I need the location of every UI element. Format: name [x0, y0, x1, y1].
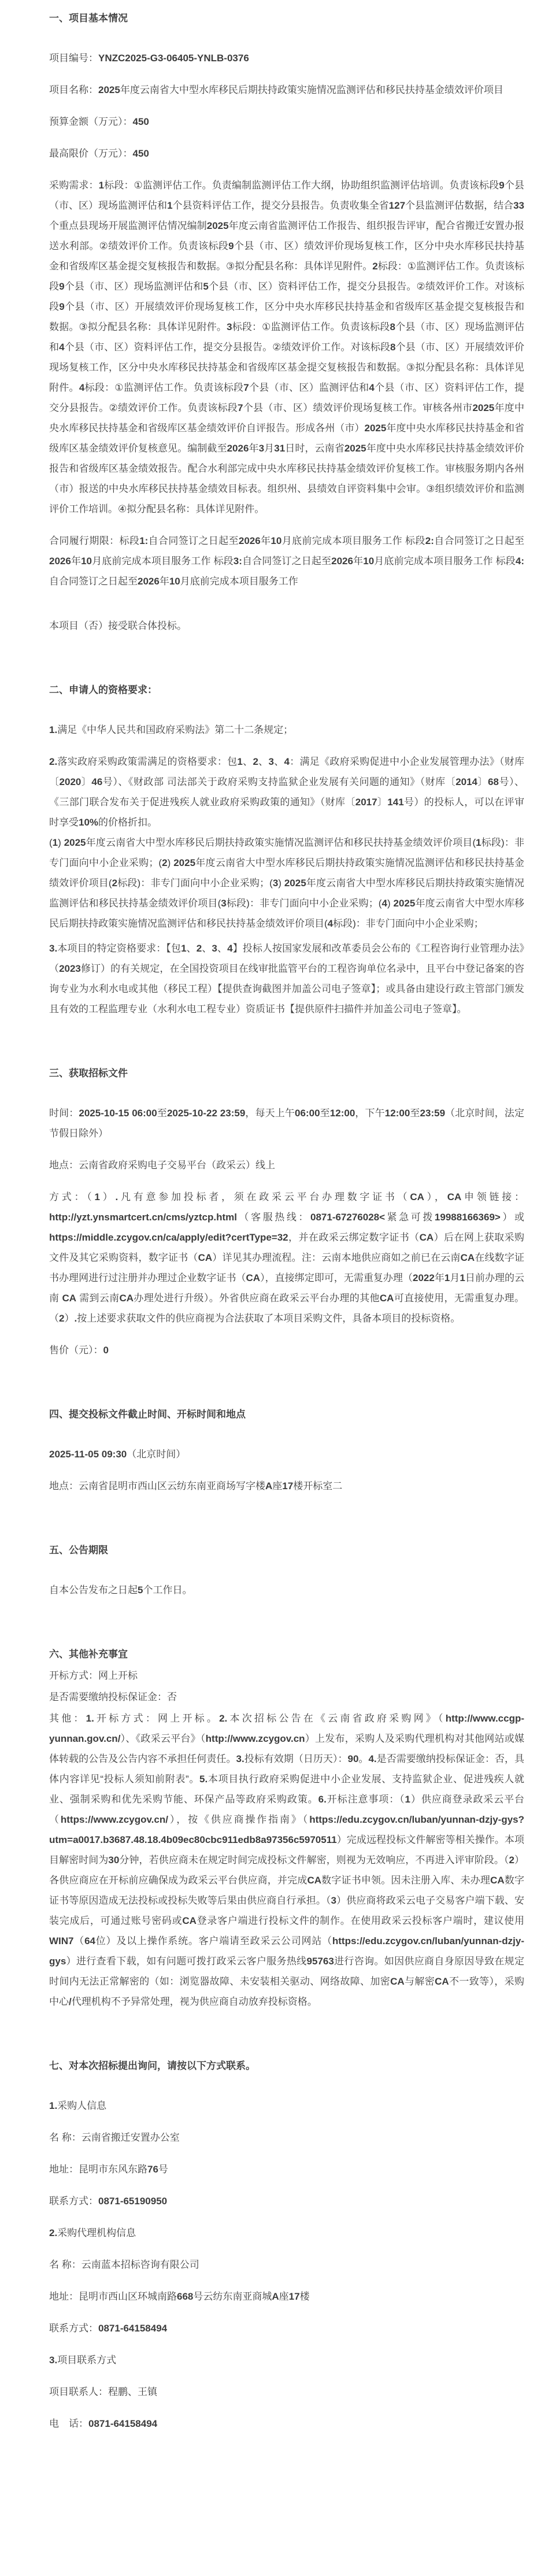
document-price-value: 0	[103, 1345, 109, 1356]
contract-term-label: 合同履行期限：	[49, 535, 120, 546]
requirement-paragraph	[49, 175, 524, 519]
project-phone-row	[49, 2414, 524, 2434]
project-contact-person-label: 项目联系人：	[49, 2386, 108, 2397]
project-number-row	[49, 48, 524, 68]
other-matters-paragraph	[49, 1708, 524, 2012]
section-contact-info	[49, 2056, 524, 2434]
section-basic-info	[49, 8, 524, 636]
section-qualification-title: 二、申请人的资格要求：	[49, 684, 157, 695]
bid-deposit-row	[49, 1687, 524, 1707]
price-cap-label: 最高限价（万元）：	[49, 148, 133, 159]
obtain-method-label: 方式：	[49, 1191, 87, 1202]
budget-label: 预算金额（万元）：	[49, 116, 133, 127]
agency-address-label: 地址：	[49, 2291, 79, 2302]
agency-name-row	[49, 2255, 524, 2275]
open-method-row	[49, 1665, 524, 1686]
obtain-method-text: （1）.凡有意参加投标者，须在政采云平台办理数字证书（CA），CA申领链接：http://yzt.ynsmartcert.cn/cms/yztcp.html（客服热线：0871-67276028<紧急可拨19988166369>）或https://middle.zcygov.cn/ca/apply/edit?certType=32，并在政采云绑定数字证书（CA）后在网上获取采购文件及其它采购资料，数字证书（CA）详见其办理流程。注：云南本地供应商如之前已在云南CA在线数字证书办理网进行过注册并办理过企业数字证书（CA），直接绑定即可，无需重复办理（2022年1月1日前办理的云南 CA 需到云南CA办理处进行升级）。外省供应商在政采云平台办理的其他CA可直接使用，无需重复办理。（2）.按上述要求获取文件的供应商视为合法获取了本项目采购文件，具备本项目的投标资格。	[49, 1191, 525, 1324]
purchaser-info-heading: 1.采购人信息	[49, 2100, 107, 2111]
project-number-value: YNZC2025-G3-06405-YNLB-0376	[98, 53, 249, 64]
agency-info-heading: 2.采购代理机构信息	[49, 2227, 136, 2238]
project-name-row	[49, 80, 524, 100]
purchaser-contact-label: 联系方式：	[49, 2196, 98, 2207]
contract-term-paragraph	[49, 531, 524, 591]
contract-term-text: 标段1:自合同签订之日起至2026年10月底前完成本项目服务工作 标段2:自合同签订之日起至2026年10月底前完成本项目服务工作 标段3:自合同签订之日起至2026年10月底前完成本项目服务工作 标段4:自合同签订之日起至2026年10月底前完成本项目服务工作	[49, 535, 525, 587]
project-number-label: 项目编号：	[49, 53, 98, 64]
agency-address-row	[49, 2286, 524, 2307]
section-announcement-period-title: 五、公告期限	[49, 1545, 108, 1556]
obtain-time-label: 时间：	[49, 1108, 79, 1119]
budget-row	[49, 112, 524, 132]
qualification-item-3: 3.本项目的特定资格要求：【包1、2、3、4】投标人按国家发展和改革委员会公布的《工程咨询行业管理办法》（2023修订）的有关规定，在全国投资项目在线审批监管平台的工程咨询单位名录中，且平台中登记备案的咨询专业为水利水电或其他（移民工程）【提供查询截图并加盖公司电子签章】；或具备由建设行政主管部门颁发且有效的工程监理专业（水利水电工程专业）资质证书【提供原件扫描件并加盖公司电子签章】。	[49, 943, 525, 1015]
project-name-value: 2025年度云南省大中型水库移民后期扶持政策实施情况监测评估和移民扶持基金绩效评价项目	[98, 84, 503, 95]
section-other-matters-title: 六、其他补充事宜	[49, 1649, 128, 1660]
price-cap-row	[49, 143, 524, 164]
qualification-item-2: 2.落实政府采购政策需满足的资格要求：包1、2、3、4：满足《政府采购促进中小企业发展管理办法》（财库〔2020〕46号）、《财政部 司法部关于政府采购支持监狱企业发展有关问题的通知》（财库〔2014〕68号）、《三部门联合发布关于促进残疾人就业政府采购政策的通知》（财库〔2017〕141号）的投标人，可以在评审时享受10%的价格折扣。	[49, 756, 525, 828]
obtain-time-value: 2025-10-15 06:00至2025-10-22 23:59，每天上午06:00至12:00，下午12:00至23:59（北京时间，法定节假日除外）	[49, 1108, 525, 1139]
purchaser-address-row	[49, 2159, 524, 2179]
bid-opening-place-label: 地点：	[49, 1481, 79, 1491]
announcement-period-text: 自本公告发布之日起5个工作日。	[49, 1585, 192, 1596]
other-matters-text: 1.开标方式：网上开标。2.本次招标公告在《云南省政府采购网》（http://www.ccgp-yunnan.gov.cn/）、《政采云平台》（http://www.zcygov.cn）上发布，采购人及采购代理机构对其他网站或媒体转载的公告及公告内容不承担任何责任。3.投标有效期（日历天）：90。4.是否需要缴纳投标保证金：否，具体内容详见“投标人须知前附表”。5.本项目执行政府采购促进中小企业发展、支持监狱企业、促进残疾人就业、强制采购和优先采购节能、环保产品等政府采购政策。6.开标注意事项：（1）供应商登录政采云平台（https://www.zcygov.cn/），按《供应商操作指南》（https://edu.zcygov.cn/luban/yunnan-dzjy-gys?utm=a0017.b3687.48.18.4b09ec80cbc911edb8a97356c5970511）完成远程投标文件解密等相关操作。本项目解密时间为30分钟，若供应商未在规定时间完成投标文件解密，则视为无效响应，不再进入评审阶段。（2）各供应商应在开标前应确保成为政采云平台供应商，并完成CA数字证书申领。因未注册入库、未办理CA数字证书等原因造成无法投标或投标失败等后果由供应商自行承担。（3）供应商将政采云电子交易客户端下载、安装完成后，可通过账号密码或CA登录客户端进行投标文件的制作。在使用政采云投标客户端时，建议使用WIN7（64位）及以上操作系统。客户端请至政采云公司网站（https://edu.zcygov.cn/luban/yunnan-dzjy-gys）进行查看下载，如有问题可拨打政采云客户服务热线95763进行咨询。如因供应商自身原因导致在规定时间内无法正常解密的（如：浏览器故障、未安装相关驱动、网络故障、加密CA与解密CA不一致等），采购中心/代理机构不予异常处理，视为供应商自动放弃投标资格。	[49, 1713, 525, 2007]
bid-opening-datetime: 2025-11-05 09:30（北京时间）	[49, 1449, 186, 1460]
obtain-place-value: 云南省政府采购电子交易平台（政采云）线上	[79, 1160, 275, 1171]
bid-deposit-value: 否	[167, 1692, 177, 1702]
project-contact-heading: 3.项目联系方式	[49, 2355, 117, 2366]
section-obtain-documents-title: 三、获取招标文件	[49, 1068, 128, 1079]
obtain-place-row	[49, 1155, 524, 1175]
purchaser-name-row	[49, 2127, 524, 2148]
bid-deposit-label: 是否需要缴纳投标保证金：	[49, 1692, 167, 1702]
open-method-value: 网上开标	[98, 1670, 138, 1681]
agency-contact-value: 0871-64158494	[98, 2323, 168, 2334]
purchaser-address-value: 昆明市东风东路76号	[79, 2164, 168, 2175]
bid-opening-place-value: 云南省昆明市西山区云纺东南亚商场写字楼A座17楼开标室二	[79, 1481, 343, 1491]
obtain-method-paragraph	[49, 1187, 524, 1328]
section-obtain-documents	[49, 1063, 524, 1360]
document-price-label: 售价（元）：	[49, 1345, 103, 1356]
document-price-row	[49, 1340, 524, 1360]
purchaser-address-label: 地址：	[49, 2164, 79, 2175]
purchaser-name-label: 名 称：	[49, 2132, 81, 2143]
section-bid-opening	[49, 1404, 524, 1496]
agency-name-label: 名 称：	[49, 2259, 81, 2270]
section-applicant-qualification	[49, 680, 524, 1019]
requirement-text: 1标段：①监测评估工作。负责编制监测评估工作大纲，协助组织监测评估培训。负责该标段9个县（市、区）现场监测评估和1个县资料评估工作，提交分县报告。负责收集全省127个县监测评估数据，结合33个重点县现场开展监测评估情况编制2025年度云南省监测评估工作报告、组织报告评审，配合省搬迁安置办报送水利部。②绩效评价工作。负责该标段9个县（市、区）绩效评价现场复核工作，区分中央水库移民扶持基金和省级库区基金提交复核报告和数据。③拟分配县名称：具体详见附件。2标段：①监测评估工作。负责该标段9个县（市、区）现场监测评估和5个县（市、区）资料评估工作，提交分县报告。②绩效评价工作。对该标段9个县（市、区）开展绩效评价现场复核工作，区分中央水库移民扶持基金和省级库区基金提交复核报告和数据。③拟分配县名称：具体详见附件。3标段：①监测评估工作。负责该标段8个县（市、区）现场监测评估和4个县（市、区）资料评估工作，提交分县报告。②绩效评价工作。对该标段8个县（市、区）开展绩效评价现场复核工作，区分中央水库移民扶持基金和省级库区基金提交复核报告和数据。③拟分配县名称：具体详见附件。4标段：①监测评估工作。负责该标段7个县（市、区）监测评估和4个县（市、区）资料评估工作，提交分县报告。②绩效评价工作。负责该标段7个县（市、区）绩效评价现场复核工作。审核各州市2025年度中央水库移民扶持基金和省级库区基金绩效评价自评报告。形成各州（市）2025年度中央水库移民扶持基金和省级库区基金绩效评价复核意见。编制截至2026年3月31日时，云南省2025年度中央水库移民扶持基金绩效评价报告和省级库区基金绩效报告。配合水利部完成中央水库移民扶持基金绩效评价复核工作。审核服务期内各州（市）报送的中央水库移民扶持基金绩效目标表。组织州、县绩效自评资料集中会审。③组织绩效评价和监测评价工作培训。④拟分配县名称：具体详见附件。	[49, 180, 525, 515]
section-announcement-period	[49, 1540, 524, 1600]
project-phone-value: 0871-64158494	[88, 2418, 158, 2429]
agency-name-value: 云南蓝本招标咨询有限公司	[81, 2259, 199, 2270]
purchaser-contact-row	[49, 2191, 524, 2211]
bid-opening-place-row	[49, 1476, 524, 1496]
section-contact-info-title: 七、对本次招标提出询问，请按以下方式联系。	[49, 2060, 255, 2071]
qualification-item-1: 1.满足《中华人民共和国政府采购法》第二十二条规定；	[49, 724, 294, 735]
obtain-place-label: 地点：	[49, 1160, 79, 1171]
purchaser-contact-value: 0871-65190950	[98, 2196, 168, 2207]
project-contact-person-row	[49, 2382, 524, 2402]
other-matters-label: 其他：	[49, 1713, 86, 1724]
budget-value: 450	[132, 116, 149, 127]
project-name-label: 项目名称：	[49, 84, 98, 95]
purchaser-name-value: 云南省搬迁安置办公室	[81, 2132, 180, 2143]
agency-contact-row	[49, 2318, 524, 2338]
agency-contact-label: 联系方式：	[49, 2323, 98, 2334]
joint-bid-statement: 本项目（否）接受联合体投标。	[49, 620, 187, 631]
agency-address-value: 昆明市西山区环城南路668号云纺东南亚商城A座17楼	[79, 2291, 310, 2302]
section-bid-opening-title: 四、提交投标文件截止时间、开标时间和地点	[49, 1409, 246, 1420]
requirement-label: 采购需求：	[49, 180, 99, 191]
open-method-label: 开标方式：	[49, 1670, 98, 1681]
section-basic-info-title: 一、项目基本情况	[49, 13, 128, 24]
obtain-time-row	[49, 1103, 524, 1143]
project-contact-person-value: 程鹏、王镇	[108, 2386, 157, 2397]
section-other-matters	[49, 1644, 524, 2012]
project-phone-label: 电 话：	[49, 2418, 88, 2429]
qualification-item-2-detail: (1) 2025年度云南省大中型水库移民后期扶持政策实施情况监测评估和移民扶持基金绩效评价项目(1标段)：非专门面向中小企业采购；(2) 2025年度云南省大中型水库移民后期扶持政策实施情况监测评估和移民扶持基金绩效评价项目(2标段)：非专门面向中小企业采购；(3) 2025年度云南省大中型水库移民后期扶持政策实施情况监测评估和移民扶持基金绩效评价项目(3标段)：非专门面向中小企业采购；(4) 2025年度云南省大中型水库移民后期扶持政策实施情况监测评估和移民扶持基金绩效评价项目(4标段)：非专门面向中小企业采购；	[49, 837, 525, 929]
price-cap-value: 450	[132, 148, 149, 159]
